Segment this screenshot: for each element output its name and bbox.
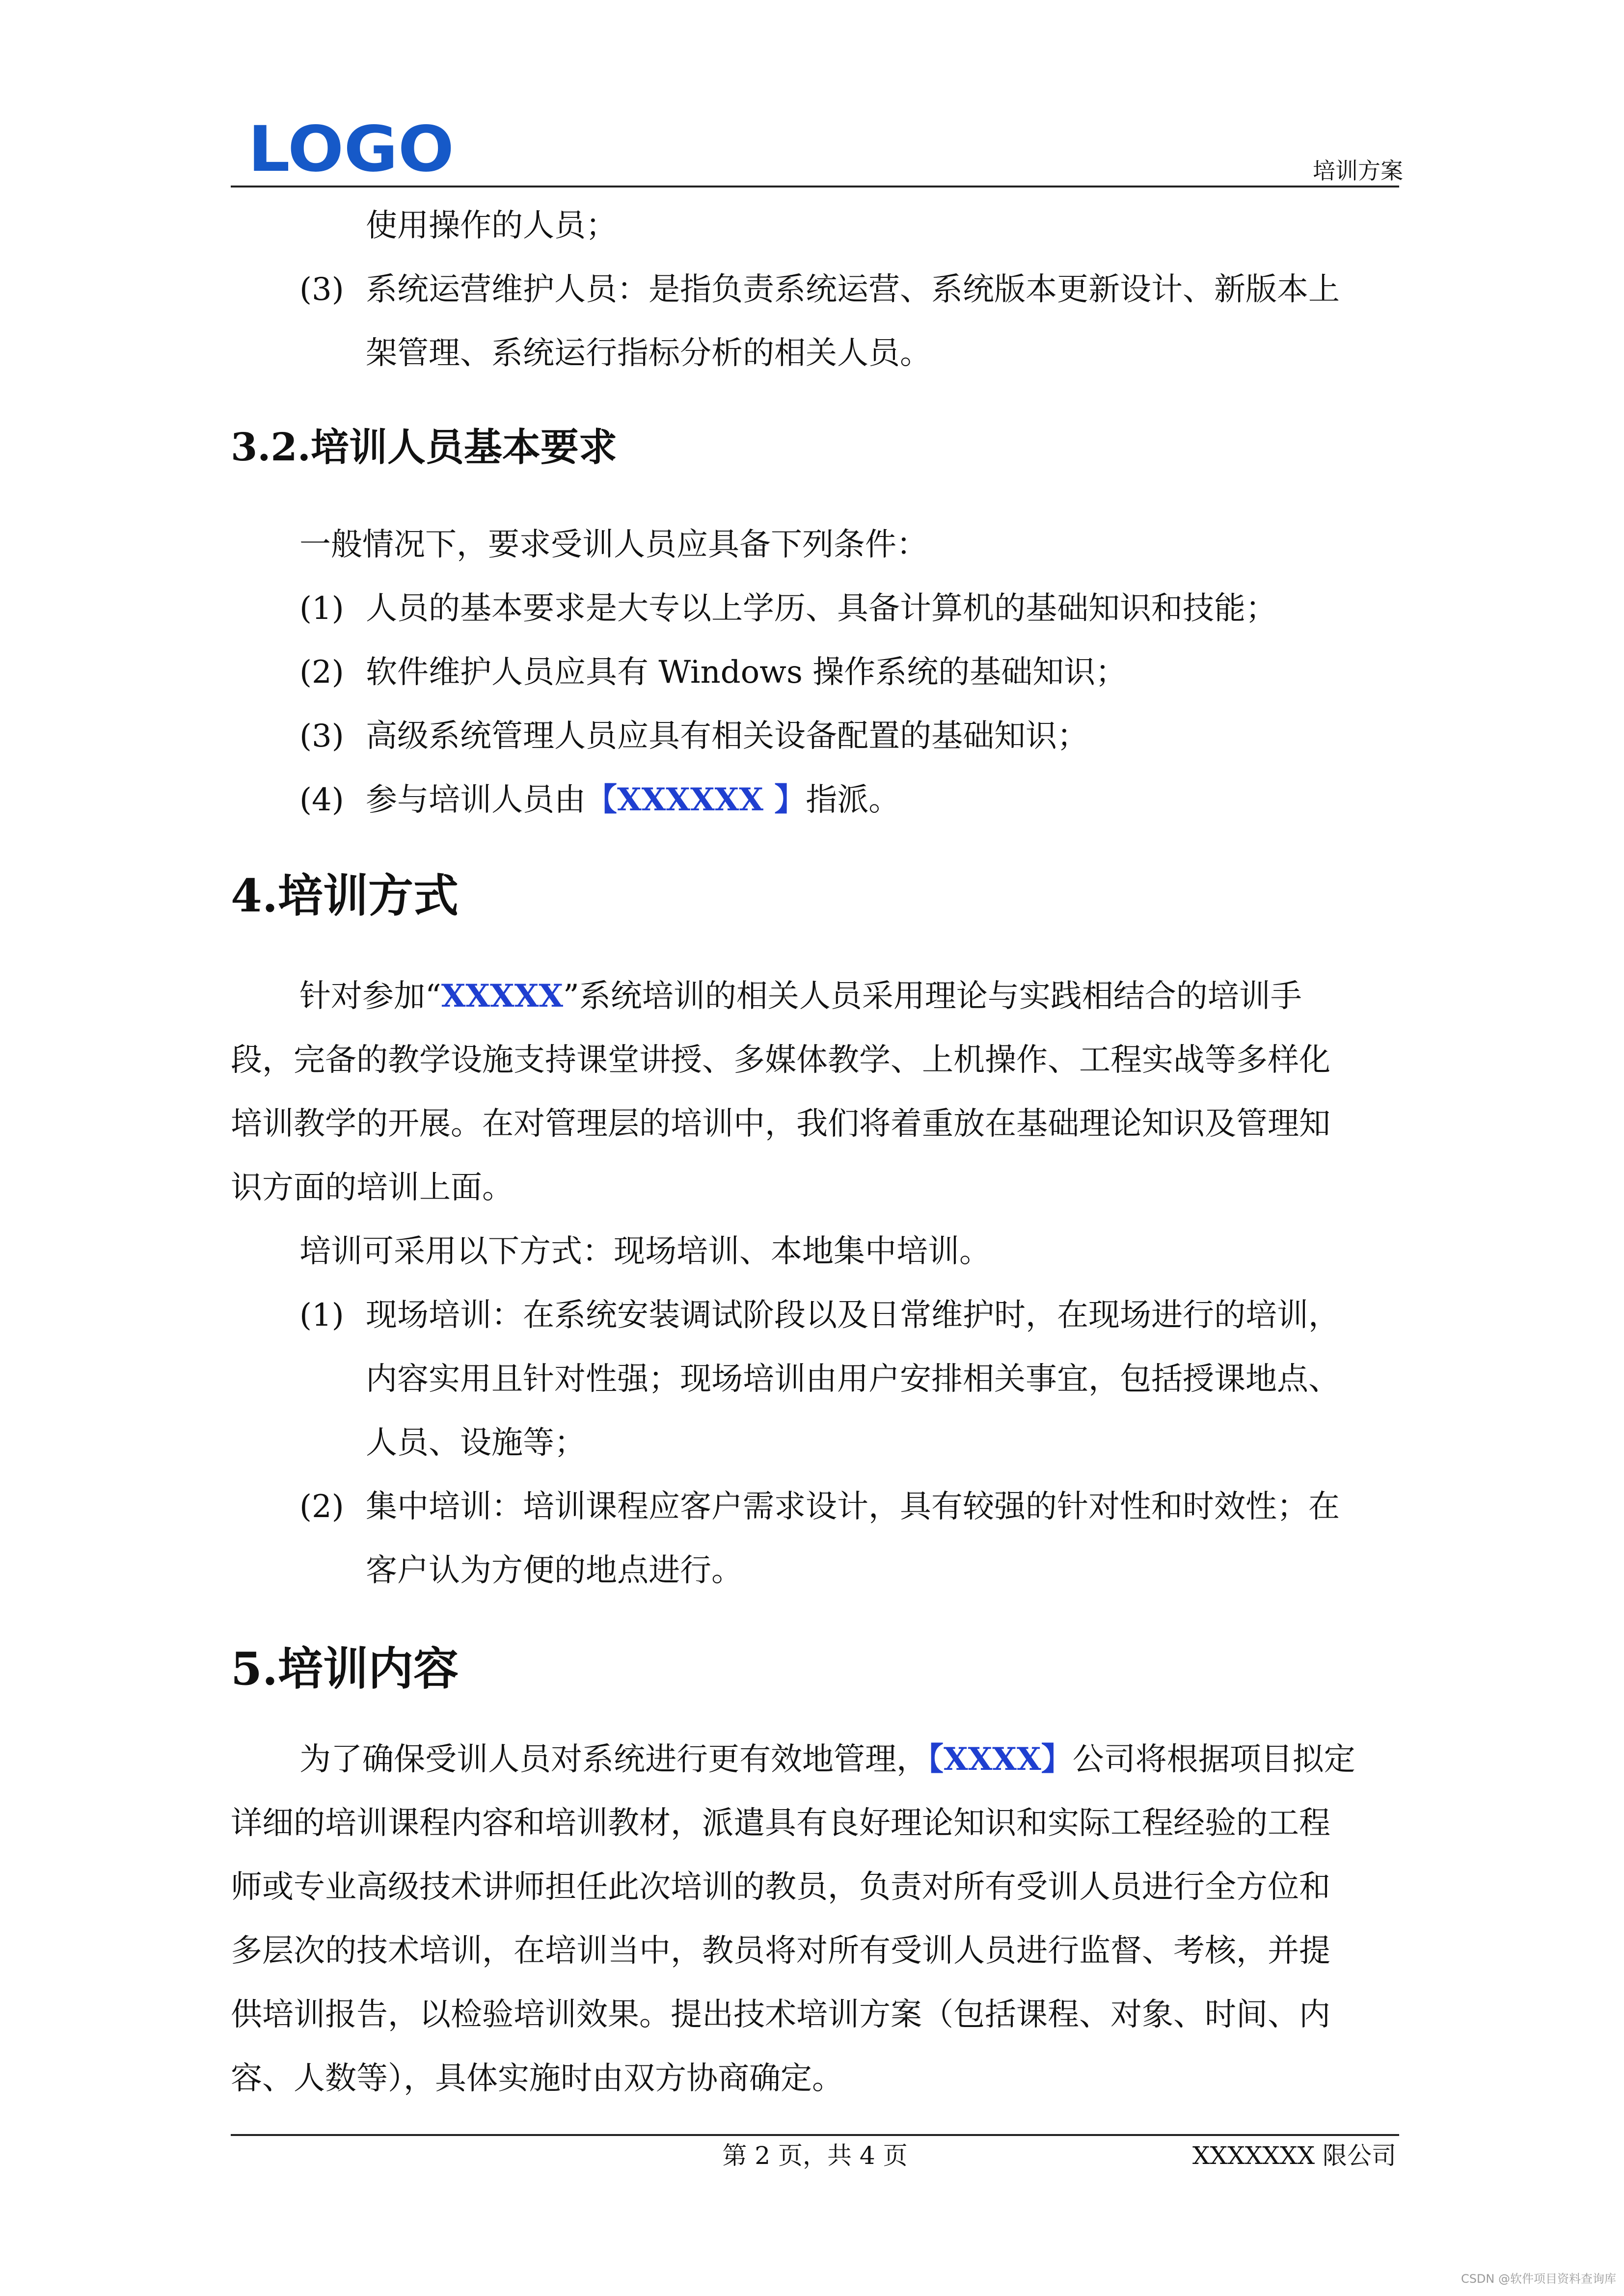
footer-company: XXXXXXX 限公司 xyxy=(1192,2141,1396,2170)
page-number: 第 2 页，共 4 页 xyxy=(722,2141,908,2170)
placeholder-highlight: 【XXXX】 xyxy=(928,1741,1073,1778)
paragraph-line: 识方面的培训上面。 xyxy=(231,1170,514,1206)
paragraph-line: 多层次的技术培训，在培训当中，教员将对所有受训人员进行监督、考核，并提 xyxy=(231,1933,1330,1969)
requirement-item: 软件维护人员应具有 Windows 操作系统的基础知识； xyxy=(366,654,1127,691)
requirement-item: 高级系统管理人员应具有相关设备配置的基础知识； xyxy=(366,718,1088,754)
item-number: (3) xyxy=(299,271,344,308)
method-item-line: 现场培训：在系统安装调试阶段以及日常维护时，在现场进行的培训， xyxy=(366,1297,1340,1334)
section-intro: 一般情况下，要求受训人员应具备下列条件： xyxy=(299,527,928,563)
paragraph-line: 详细的培训课程内容和培训教材，派遣具有良好理论知识和实际工程经验的工程 xyxy=(231,1805,1330,1842)
footer-rule xyxy=(231,2134,1399,2136)
paragraph-line: 培训可采用以下方式：现场培训、本地集中培训。 xyxy=(299,1233,991,1270)
section-heading-5: 5.培训内容 xyxy=(231,1642,459,1695)
item-number: (2) xyxy=(299,1489,344,1525)
paragraph-text-post: ”系统培训的相关人员采用理论与实践相结合的培训手 xyxy=(563,978,1302,1015)
paragraph-line: 容、人数等），具体实施时由双方协商确定。 xyxy=(231,2060,843,2097)
paragraph-text-pre: 针对参加“ xyxy=(299,978,441,1015)
item-number: (1) xyxy=(299,1297,344,1334)
item-text: 系统运营维护人员：是指负责系统运营、系统版本更新设计、新版本上 xyxy=(366,271,1340,308)
paragraph-line xyxy=(299,1740,1355,1779)
paragraph-text-post: 公司将根据项目拟定 xyxy=(1072,1741,1355,1778)
placeholder-highlight: 【XXXXXX 】 xyxy=(586,781,806,818)
paragraph-line xyxy=(299,977,1302,1016)
item-text-pre: 参与培训人员由 xyxy=(366,782,586,818)
item-text-continuation: 架管理、系统运行指标分析的相关人员。 xyxy=(366,335,931,372)
item-text-post: 指派。 xyxy=(806,782,900,818)
method-item-line: 集中培训：培训课程应客户需求设计，具有较强的针对性和时效性；在 xyxy=(366,1489,1340,1525)
item-number: (4) xyxy=(299,782,344,818)
placeholder-highlight: XXXXX xyxy=(441,978,563,1015)
item-continuation: 使用操作的人员； xyxy=(366,208,617,244)
paragraph-text-pre: 为了确保受训人员对系统进行更有效地管理， xyxy=(299,1741,928,1778)
item-number: (1) xyxy=(299,590,344,627)
watermark: CSDN @软件项目资料查询库 xyxy=(1461,2272,1616,2286)
method-item-line: 内容实用且针对性强；现场培训由用户安排相关事宜，包括授课地点、 xyxy=(366,1361,1340,1397)
method-item-line: 人员、设施等； xyxy=(366,1425,586,1461)
requirement-item: 人员的基本要求是大专以上学历、具备计算机的基础知识和技能； xyxy=(366,590,1277,627)
paragraph-line: 培训教学的开展。在对管理层的培训中，我们将着重放在基础理论知识及管理知 xyxy=(231,1106,1330,1142)
company-logo xyxy=(248,123,454,177)
logo-text: LOGO xyxy=(248,123,454,177)
paragraph-line: 供培训报告，以检验培训效果。提出技术培训方案（包括课程、对象、时间、内 xyxy=(231,1997,1330,2033)
section-heading-3-2: 3.2.培训人员基本要求 xyxy=(231,425,617,470)
method-item-line: 客户认为方便的地点进行。 xyxy=(366,1552,743,1589)
header-rule xyxy=(231,186,1399,187)
requirement-item xyxy=(366,780,900,820)
item-number: (3) xyxy=(299,718,344,754)
doc-type-label: 培训方案 xyxy=(1313,158,1403,184)
section-heading-4: 4.培训方式 xyxy=(231,869,459,922)
paragraph-line: 师或专业高级技术讲师担任此次培训的教员，负责对所有受训人员进行全方位和 xyxy=(231,1869,1330,1905)
paragraph-line: 段，完备的教学设施支持课堂讲授、多媒体教学、上机操作、工程实战等多样化 xyxy=(231,1042,1330,1078)
item-number: (2) xyxy=(299,654,344,691)
